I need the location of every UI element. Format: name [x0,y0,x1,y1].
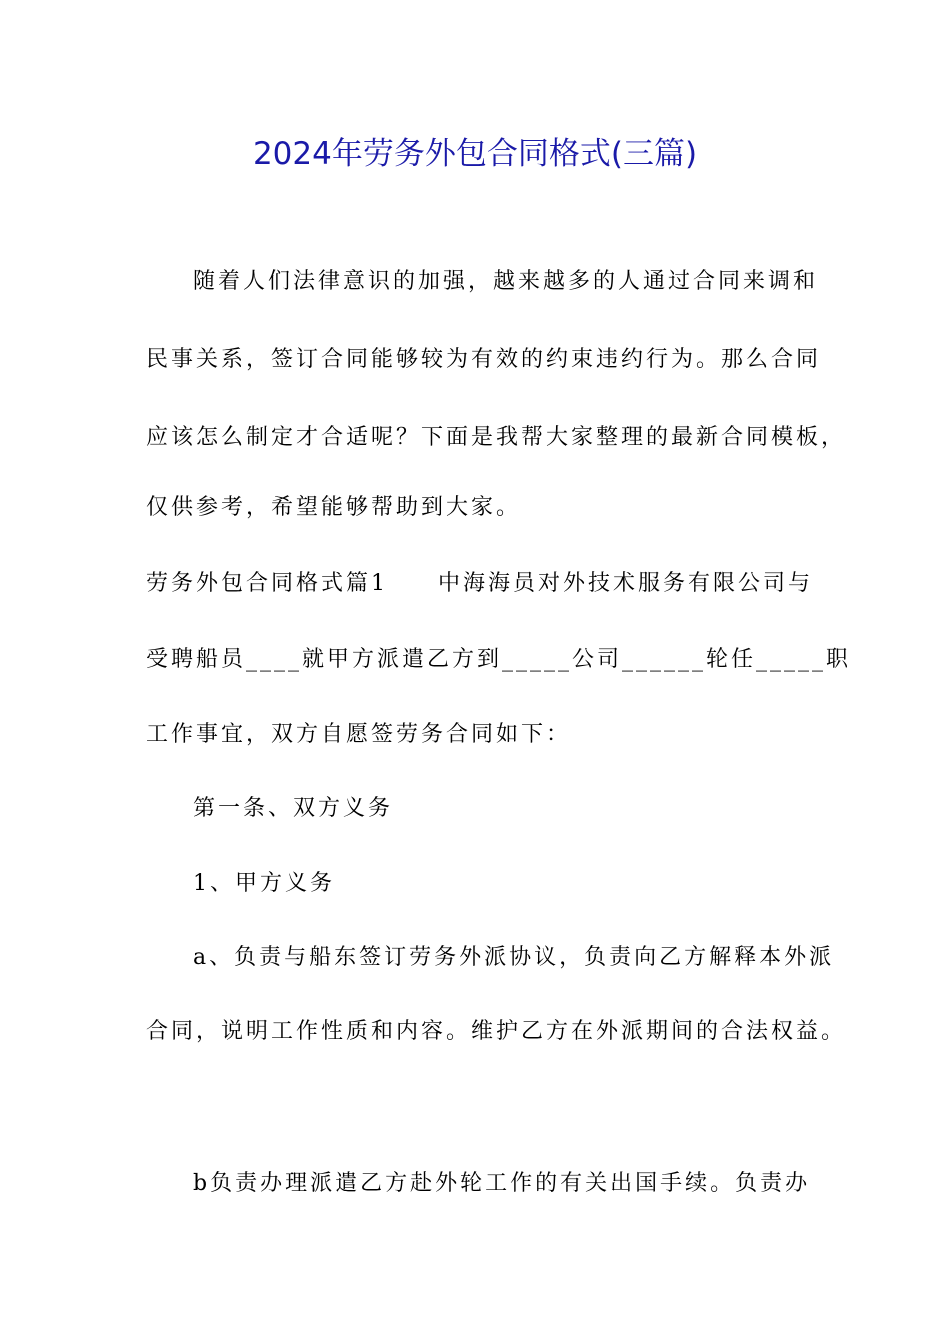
article-heading: 第一条、双方义务 [193,796,394,821]
paragraph-line: 工作事宜，双方自愿签劳务合同如下： [146,722,572,747]
paragraph-line: 民事关系，签订合同能够较为有效的约束违约行为。那么合同 [146,347,822,372]
document-title: 2024年劳务外包合同格式(三篇) [252,136,698,172]
section-heading-line: 劳务外包合同格式篇1 中海海员对外技术服务有限公司与 [146,571,813,596]
clause-line: b负责办理派遣乙方赴外轮工作的有关出国手续。负责办 [193,1171,811,1196]
clause-line: 合同，说明工作性质和内容。维护乙方在外派期间的合法权益。 [146,1019,847,1044]
clause-line: a、负责与船东签订劳务外派协议，负责向乙方解释本外派 [193,945,835,970]
paragraph-line: 应该怎么制定才合适呢？下面是我帮大家整理的最新合同模板， [146,425,847,450]
paragraph-line: 受聘船员____就甲方派遣乙方到_____公司______轮任_____职 [146,647,852,672]
paragraph-line: 仅供参考，希望能够帮助到大家。 [146,495,522,520]
paragraph-line: 随着人们法律意识的加强，越来越多的人通过合同来调和 [193,269,819,294]
clause-heading: 1、甲方义务 [193,871,335,896]
